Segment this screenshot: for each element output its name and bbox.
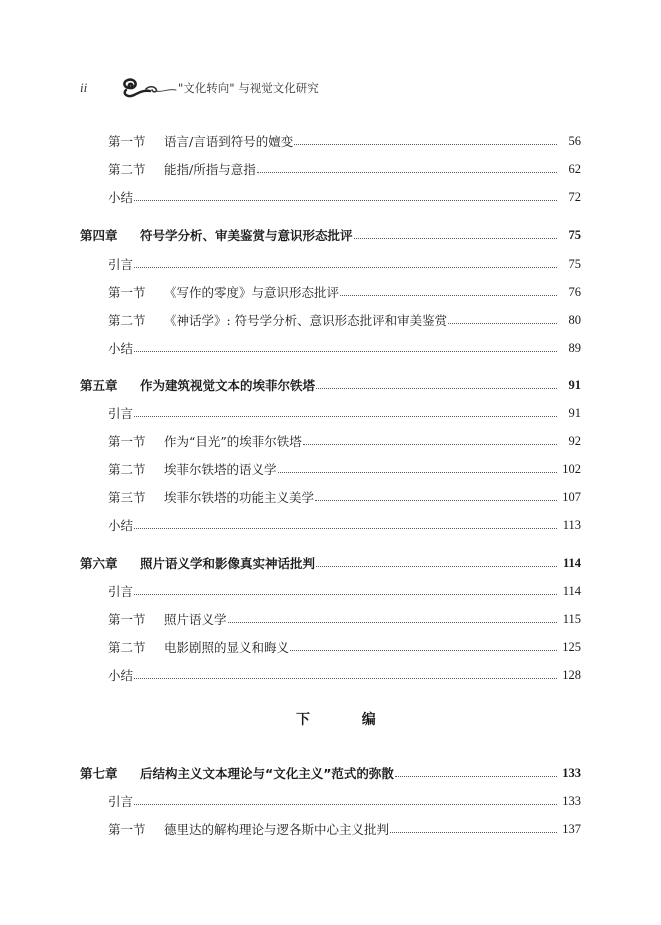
- toc-title: 小结: [108, 518, 134, 533]
- toc-entry[interactable]: [0, 459, 661, 479]
- toc-title: 小结: [108, 190, 134, 205]
- toc-entry[interactable]: [0, 665, 661, 685]
- toc-title: 引言: [108, 406, 134, 421]
- toc-page-number: 76: [568, 284, 581, 299]
- toc-page-number: 62: [568, 161, 581, 176]
- toc-entry[interactable]: [0, 581, 661, 601]
- toc-title: 后结构主义文本理论与“文化主义”范式的弥散: [140, 766, 394, 781]
- leader-dots: [134, 351, 557, 352]
- toc-title: 引言: [108, 584, 134, 599]
- toc-entry[interactable]: [0, 187, 661, 207]
- part-heading: [296, 709, 376, 729]
- toc-chapter-label: 第五章: [80, 378, 118, 393]
- toc-page-number: 80: [568, 312, 581, 327]
- toc-page-number: 102: [562, 461, 581, 476]
- toc-section-label: 第一节: [108, 134, 146, 149]
- toc-page-number: 107: [562, 489, 581, 504]
- toc-entry[interactable]: [0, 282, 661, 302]
- toc-section-label: 第二节: [108, 640, 146, 655]
- toc-title: 照片语义学和影像真实神话批判: [140, 556, 316, 571]
- toc-title: 引言: [108, 257, 134, 272]
- toc-entry[interactable]: [0, 131, 661, 151]
- toc-title: 小结: [108, 668, 134, 683]
- toc-section-label: 第二节: [108, 162, 146, 177]
- toc-page-number: 114: [562, 555, 581, 570]
- toc-chapter[interactable]: [0, 553, 661, 573]
- toc-page-number: 113: [562, 517, 581, 532]
- leader-dots: [354, 238, 557, 239]
- toc-entry[interactable]: [0, 791, 661, 811]
- toc-title: 能指/所指与意指: [164, 162, 256, 177]
- toc-page-number: 91: [568, 377, 581, 392]
- leader-dots: [134, 528, 557, 529]
- toc-chapter-label: 第六章: [80, 556, 118, 571]
- leader-dots: [257, 172, 557, 173]
- leader-dots: [294, 144, 557, 145]
- toc-title: 作为“目光”的埃菲尔铁塔: [164, 434, 302, 449]
- part-heading-char: 下: [296, 712, 310, 728]
- toc-page-number: 133: [562, 793, 581, 808]
- leader-dots: [134, 416, 557, 417]
- toc-title: 埃菲尔铁塔的语义学: [164, 462, 277, 477]
- leader-dots: [134, 200, 557, 201]
- toc-chapter[interactable]: [0, 225, 661, 245]
- toc-page-number: 137: [562, 821, 581, 836]
- toc-title: 电影剧照的显义和晦义: [164, 640, 290, 655]
- toc-title: 符号学分析、审美鉴赏与意识形态批评: [140, 228, 353, 243]
- toc-title: 照片语义学: [164, 612, 227, 627]
- leader-dots: [303, 444, 557, 445]
- toc-page-number: 125: [562, 639, 581, 654]
- toc-chapter-label: 第四章: [80, 228, 118, 243]
- page-number: ii: [80, 80, 88, 95]
- toc-entry[interactable]: [0, 819, 661, 839]
- leader-dots: [134, 804, 557, 805]
- toc-entry[interactable]: [0, 254, 661, 274]
- toc-entry[interactable]: [0, 431, 661, 451]
- toc-page-number: 75: [568, 227, 581, 242]
- leader-dots: [290, 650, 557, 651]
- leader-dots: [395, 776, 557, 777]
- toc-entry[interactable]: [0, 487, 661, 507]
- toc-section-label: 第一节: [108, 612, 146, 627]
- toc-title: 《写作的零度》与意识形态批评: [164, 285, 340, 300]
- toc-title: 小结: [108, 341, 134, 356]
- toc-page-number: 56: [568, 133, 581, 148]
- toc-page-number: 91: [568, 405, 581, 420]
- toc-entry[interactable]: [0, 609, 661, 629]
- leader-dots: [390, 832, 557, 833]
- toc-title: 引言: [108, 794, 134, 809]
- toc-entry[interactable]: [0, 310, 661, 330]
- leader-dots: [315, 500, 557, 501]
- toc-chapter[interactable]: [0, 375, 661, 395]
- toc-section-label: 第二节: [108, 313, 146, 328]
- toc-entry[interactable]: [0, 338, 661, 358]
- toc-section-label: 第一节: [108, 285, 146, 300]
- toc-title: 语言/言语到符号的嬗变: [164, 134, 294, 149]
- leader-dots: [134, 267, 557, 268]
- toc-page-number: 92: [568, 433, 581, 448]
- leader-dots: [278, 472, 557, 473]
- toc-page-number: 72: [568, 189, 581, 204]
- toc-chapter[interactable]: [0, 763, 661, 783]
- toc-title: 埃菲尔铁塔的功能主义美学: [164, 490, 315, 505]
- toc-entry[interactable]: [0, 159, 661, 179]
- leader-dots: [340, 295, 557, 296]
- toc-section-label: 第一节: [108, 434, 146, 449]
- toc-section-label: 第二节: [108, 462, 146, 477]
- toc-section-label: 第三节: [108, 490, 146, 505]
- leader-dots: [316, 388, 557, 389]
- toc-entry[interactable]: [0, 637, 661, 657]
- part-heading-char: 编: [361, 712, 376, 728]
- toc-title: 德里达的解构理论与逻各斯中心主义批判: [164, 822, 390, 837]
- toc-page-number: 133: [562, 765, 581, 780]
- leader-dots: [448, 323, 557, 324]
- leader-dots: [316, 566, 557, 567]
- toc-chapter-label: 第七章: [80, 766, 118, 781]
- toc-section-label: 第一节: [108, 822, 146, 837]
- toc-page-number: 128: [562, 667, 581, 682]
- toc-entry[interactable]: [0, 515, 661, 535]
- toc-page-number: 115: [562, 611, 581, 626]
- toc-page-number: 89: [568, 340, 581, 355]
- leader-dots: [134, 678, 557, 679]
- toc-title: 作为建筑视觉文本的埃菲尔铁塔: [140, 378, 316, 393]
- toc-page-number: 75: [568, 256, 581, 271]
- leader-dots: [228, 622, 557, 623]
- toc-page-number: 114: [562, 583, 581, 598]
- leader-dots: [134, 594, 557, 595]
- toc-title: 《神话学》: 符号学分析、意识形态批评和审美鉴赏: [164, 313, 448, 328]
- toc-entry[interactable]: [0, 403, 661, 423]
- running-title: "文化转向" 与视觉文化研究: [178, 81, 319, 95]
